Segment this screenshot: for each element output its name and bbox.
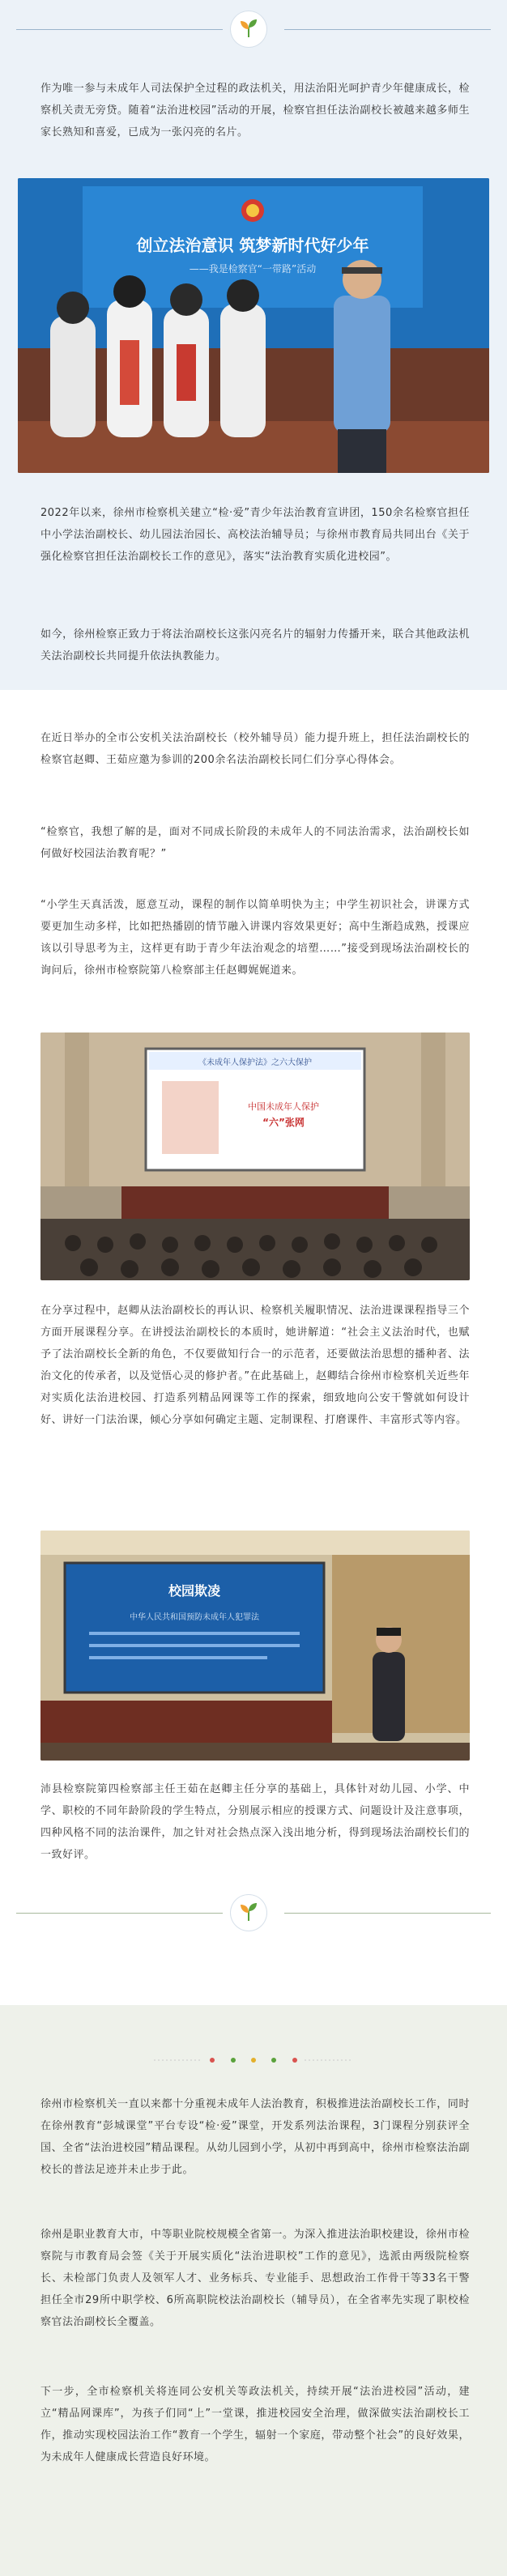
paragraph-training-class: 在近日举办的全市公安机关法治副校长（校外辅导员）能力提升班上，担任法治副校长的检察官赵卿、王茹应邀为参训的200余名法治副校长同仁们分享心得体会。 — [40, 732, 470, 766]
screen-title: 《未成年人保护法》之六大保护 — [198, 1058, 312, 1067]
screen3-title: 校园欺凌 — [168, 1583, 221, 1599]
photo-speaker-at-podium — [40, 1531, 470, 1761]
divider-line-left — [16, 29, 223, 30]
banner-line2: ——我是检察官“一带路”活动 — [189, 263, 317, 275]
leaf-sprout-icon — [231, 11, 266, 47]
dot-ornament-icon — [0, 2052, 507, 2068]
divider-line-right — [284, 29, 491, 30]
screen-sub2: “六”张网 — [262, 1117, 305, 1128]
divider-line-right — [284, 1913, 491, 1914]
paragraph-education-team: 2022年以来，徐州市检察机关建立“检·爱”青少年法治教育宣讲团，150余名检察官担任中小学法治副校长、幼儿园法治园长、高校法治辅导员；与徐州市教育局共同出台《关于强化检察官担任法治副校长工作的意见》，落实“法治教育实质化进校园”。 — [40, 507, 470, 563]
photo-students-with-prosecutor — [18, 178, 489, 473]
paragraph-next-steps: 下一步，全市检察机关将连同公安机关等政法机关，持续开展“法治进校园”活动，建立“精品网课库”，为孩子们同“上”一堂课，推进校园安全治理，做深做实法治副校长工作，推动实现校园法治工作“教育一个学生，辐射一个家庭，带动整个社会”的良好效果，为未成年人健康成长营造良好环境。 — [40, 2386, 470, 2463]
divider-line-left — [16, 1913, 223, 1914]
photo-lecture-hall-presentation — [40, 1033, 470, 1280]
banner-line1: 创立法治意识 筑梦新时代好少年 — [136, 236, 369, 255]
intro-paragraph: 作为唯一参与未成年人司法保护全过程的政法机关，用法治阳光呵护青少年健康成长，检察机关责无旁贷。随着“法治进校园”活动的开展，检察官担任法治副校长被越来越多师生家长熟知和喜爱，已成为一张闪亮的名片。 — [40, 83, 470, 138]
section-divider-bottom — [0, 1895, 507, 1931]
paragraph-question: “检察官，我想了解的是，面对不同成长阶段的未成年人的不同法治需求，法治副校长如何做好校园法治教育呢？” — [40, 826, 470, 860]
paragraph-wang-ru: 沛县检察院第四检察部主任王茹在赵卿主任分享的基础上，具体针对幼儿园、小学、中学、职校的不同年龄阶段的学生特点，分别展示相应的授课方式、问题设计及注意事项，四种风格不同的法治课件，加之针对社会热点深入浅出地分析，得到现场法治副校长们的一致好评。 — [40, 1783, 470, 1861]
screen-sub: 中国未成年人保护 — [248, 1101, 319, 1112]
paragraph-vocational-schools: 徐州是职业教育大市，中等职业院校规模全省第一。为深入推进法治职校建设，徐州市检察院与市教育局会签《关于开展实质化“法治进职校”工作的意见》，选派由两级院检察长、未检部门负责人及领军人才、业务标兵、专业能手、思想政治工作骨干等33名干警担任全市29所中职学校、6所高职院校法治副校长（辅导员），在全省率先实现了职校检察官法治副校长全覆盖。 — [40, 2229, 470, 2328]
paragraph-sharing-process: 在分享过程中，赵卿从法治副校长的再认识、检察机关履职情况、法治进课课程指导三个方面开展课程分享。在讲授法治副校长的本质时，她讲解道：“社会主义法治时代，也赋予了法治副校长全新的角色，不仅要做知行合一的示范者，还要做法治思想的播种者、法治文化的传承者，以及觉悟心灵的修护者。”在此基础上，赵卿结合徐州市检察机关近些年对实质化法治进校园、打造系列精品网课等工作的探索，细致地向公安干警就如何设计好、讲好一门法治课，倾心分享如何确定主题、定制课程、打磨课件、丰富形式等内容。 — [40, 1305, 470, 1426]
section-divider-top — [0, 11, 507, 47]
screen3-text: 中华人民共和国预防未成年人犯罪法 — [130, 1613, 259, 1622]
leaf-sprout-icon — [231, 1895, 266, 1931]
paragraph-answer: “小学生天真活泼，愿意互动，课程的制作以简单明快为主；中学生初识社会，讲课方式要更加生动多样，比如把热播剧的情节融入讲课内容效果更好；高中生渐趋成熟，授课应该以引导思考为主，这样更有助于青少年法治观念的培塑……”接受到现场法治副校长的询问后，徐州市检察院第八检察部主任赵卿娓娓道来。 — [40, 899, 470, 977]
paragraph-platform-courses: 徐州市检察机关一直以来都十分重视未成年人法治教育，积极推进法治副校长工作，同时在徐州教育“彭城课堂”平台专设“检·爱”课堂，开发系列法治课程，3门课程分别获评全国、全省“法治进校园”精品课程。从幼儿园到小学，从初中再到高中，徐州市检察法治副校长的普法足迹并未止步于此。 — [40, 2098, 470, 2176]
paragraph-radiation: 如今，徐州检察正致力于将法治副校长这张闪亮名片的辐射力传播开来，联合其他政法机关法治副校长共同提升依法执教能力。 — [40, 628, 470, 662]
